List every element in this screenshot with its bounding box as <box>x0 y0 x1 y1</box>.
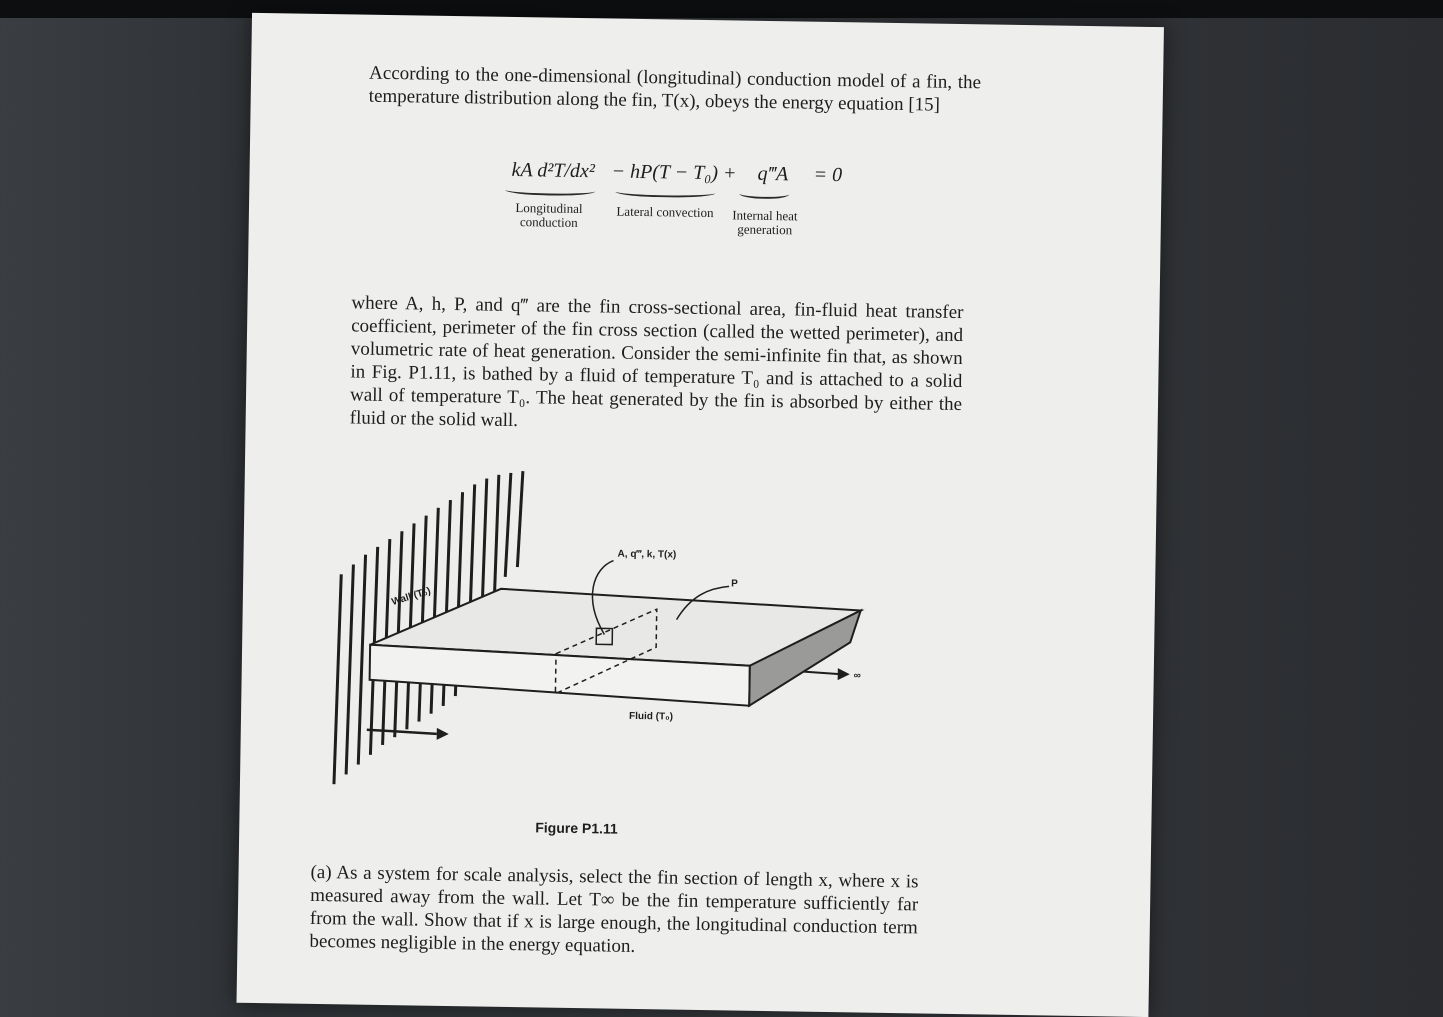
figure-caption: Figure P1.11 <box>535 819 618 837</box>
fin-figure <box>318 454 883 813</box>
infinity-arrowhead <box>838 668 850 680</box>
infinity-arrow <box>804 672 840 675</box>
document-page <box>237 13 1164 1017</box>
equation-term-conduction: kA d²T/dx² <box>511 158 596 183</box>
wall-label: Wall (T₀) <box>390 585 433 608</box>
equation-term-convection: − hP(T − T₀) + <box>611 160 737 185</box>
label-generation: Internal heat generation <box>732 207 798 238</box>
section-label: A, q‴, k, T(x) <box>617 548 677 561</box>
brace-generation <box>739 189 789 200</box>
fluid-label: Fluid (T₀) <box>628 710 674 723</box>
where-paragraph: where A, h, P, and q‴ are the fin cross-sectional area, fin-fluid heat transfer coefficient, perimeter of the fin cross section (called the wetted perimeter), and volumetric rate of heat generation. Consider the semi-infinite fin that, as shown in Fig. P1.11, is bathed by a fluid of temperature T₀ and is attached to a solid wall of temperature T₀. The heat generated by the fin is absorbed by either the fluid or the solid wall. <box>349 292 964 432</box>
equation-term-generation: q‴A <box>757 162 789 186</box>
brace-convection <box>615 187 715 199</box>
fin-diagram <box>318 454 883 813</box>
monitor-top-bezel <box>0 0 1443 18</box>
label-convection: Lateral convection <box>616 203 714 221</box>
label-conduction: Longitudinal conduction <box>515 199 583 230</box>
x-axis-arrowhead <box>437 728 449 740</box>
equation-rhs: = 0 <box>813 163 843 187</box>
x-axis-arrow <box>367 730 437 734</box>
energy-equation <box>498 137 880 283</box>
intro-paragraph: According to the one-dimensional (longitudinal) conduction model of a fin, the temperature distribution along the fin, T(x), obeys the energy equation [15] <box>368 62 982 116</box>
infinity-label: ∞ <box>853 670 861 682</box>
part-a-paragraph: (a) As a system for scale analysis, select the fin section of length x, where x is measured away from the wall. Let T∞ be the fin temperature sufficiently far from the wall. Show that if x is large enough, the longitudinal conduction term becomes negligible in the energy equation. <box>309 861 919 957</box>
perimeter-label: P <box>731 578 738 590</box>
brace-conduction <box>505 185 595 196</box>
